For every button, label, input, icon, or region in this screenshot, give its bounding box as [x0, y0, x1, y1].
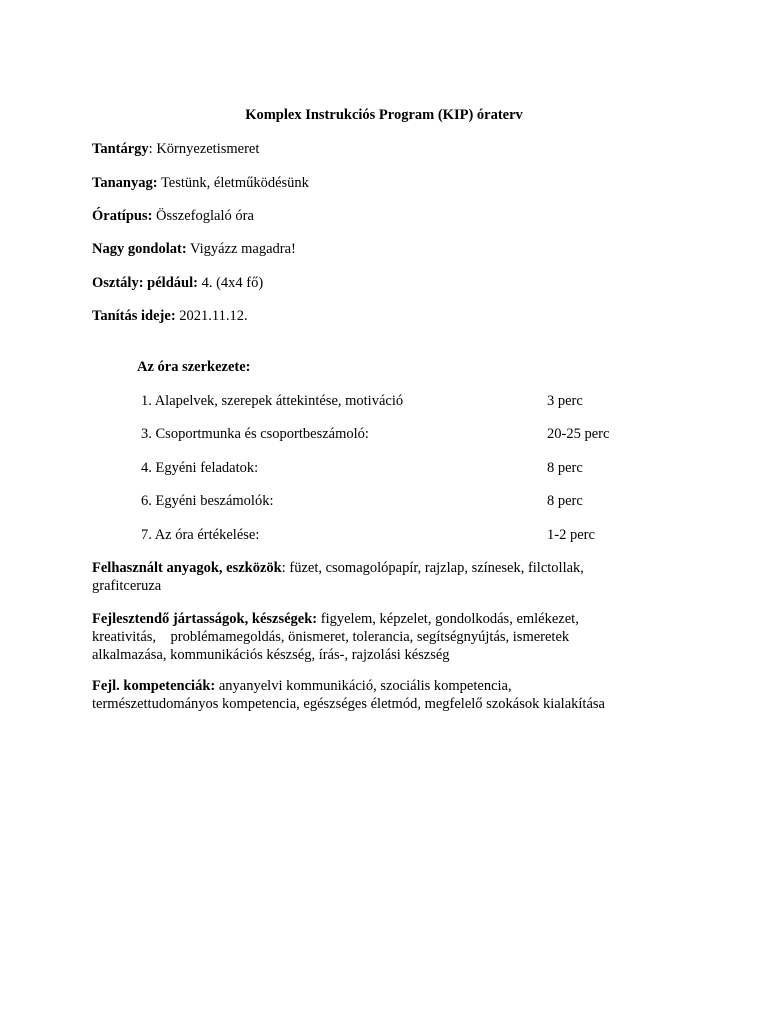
competencies-paragraph [92, 677, 652, 713]
field-big-idea [92, 240, 296, 258]
structure-row-item: 4. Egyéni feladatok: [141, 460, 259, 476]
structure-row [141, 392, 661, 410]
field-date [92, 307, 248, 325]
field-class-value: 4. (4x4 fő) [201, 275, 264, 291]
structure-row-time: 20-25 perc [547, 426, 610, 442]
field-class-label: Osztály: például: [92, 275, 198, 291]
structure-row-time: 8 perc [547, 460, 583, 476]
competencies-text-line2: természettudományos kompetencia, egészséges életmód, megfelelő szokások kialakítása [92, 696, 605, 712]
field-date-label: Tanítás ideje: [92, 308, 176, 324]
field-subject-label: Tantárgy [92, 141, 149, 157]
materials-paragraph [92, 559, 652, 595]
structure-row [141, 459, 661, 477]
structure-row-time: 8 perc [547, 493, 583, 509]
structure-row-item: 3. Csoportmunka és csoportbeszámoló: [141, 426, 369, 442]
structure-row [141, 425, 661, 443]
structure-row-time: 1-2 perc [547, 527, 595, 543]
field-class [92, 274, 263, 292]
structure-row-item: 7. Az óra értékelése: [141, 527, 260, 543]
skills-text-line3: alkalmazása, kommunikációs készség, írás-, rajzolási készség [92, 647, 450, 663]
structure-row [141, 526, 661, 544]
materials-text-line1: : füzet, csomagolópapír, rajzlap, színesek, filctollak, [281, 560, 584, 576]
field-big-idea-value: Vigyázz magadra! [190, 241, 296, 257]
structure-row [141, 492, 661, 510]
field-lesson-type-value: Összefoglaló óra [156, 208, 254, 224]
competencies-text-line1: anyanyelvi kommunikáció, szociális kompetencia, [215, 678, 512, 694]
field-date-value: 2021.11.12. [179, 308, 248, 324]
skills-paragraph [92, 610, 652, 664]
field-subject-value: Környezetismeret [156, 141, 260, 157]
structure-row-time: 3 perc [547, 393, 583, 409]
field-topic-label: Tananyag: [92, 175, 158, 191]
structure-title: Az óra szerkezete: [137, 359, 251, 375]
document-title: Komplex Instrukciós Program (KIP) óraterv [245, 107, 523, 123]
structure-row-item: 6. Egyéni beszámolók: [141, 493, 274, 509]
field-subject-sep: : [148, 141, 157, 157]
skills-text-line1: figyelem, képzelet, gondolkodás, emlékezet, [317, 611, 579, 627]
skills-text-line2: kreativitás, problémamegoldás, önismeret, tolerancia, segítségnyújtás, ismeretek [92, 629, 570, 645]
materials-label: Felhasznált anyagok, eszközök [92, 560, 282, 576]
field-lesson-type-label: Óratípus: [92, 208, 153, 224]
competencies-label: Fejl. kompetenciák: [92, 678, 216, 694]
field-lesson-type [92, 207, 254, 225]
field-subject [92, 140, 259, 158]
field-topic [92, 174, 309, 192]
field-big-idea-label: Nagy gondolat: [92, 241, 187, 257]
skills-label: Fejlesztendő jártasságok, készségek: [92, 611, 318, 627]
structure-row-item: 1. Alapelvek, szerepek áttekintése, motiváció [141, 393, 404, 409]
materials-text-line2: grafitceruza [92, 578, 162, 594]
field-topic-value: Testünk, életműködésünk [160, 175, 309, 191]
